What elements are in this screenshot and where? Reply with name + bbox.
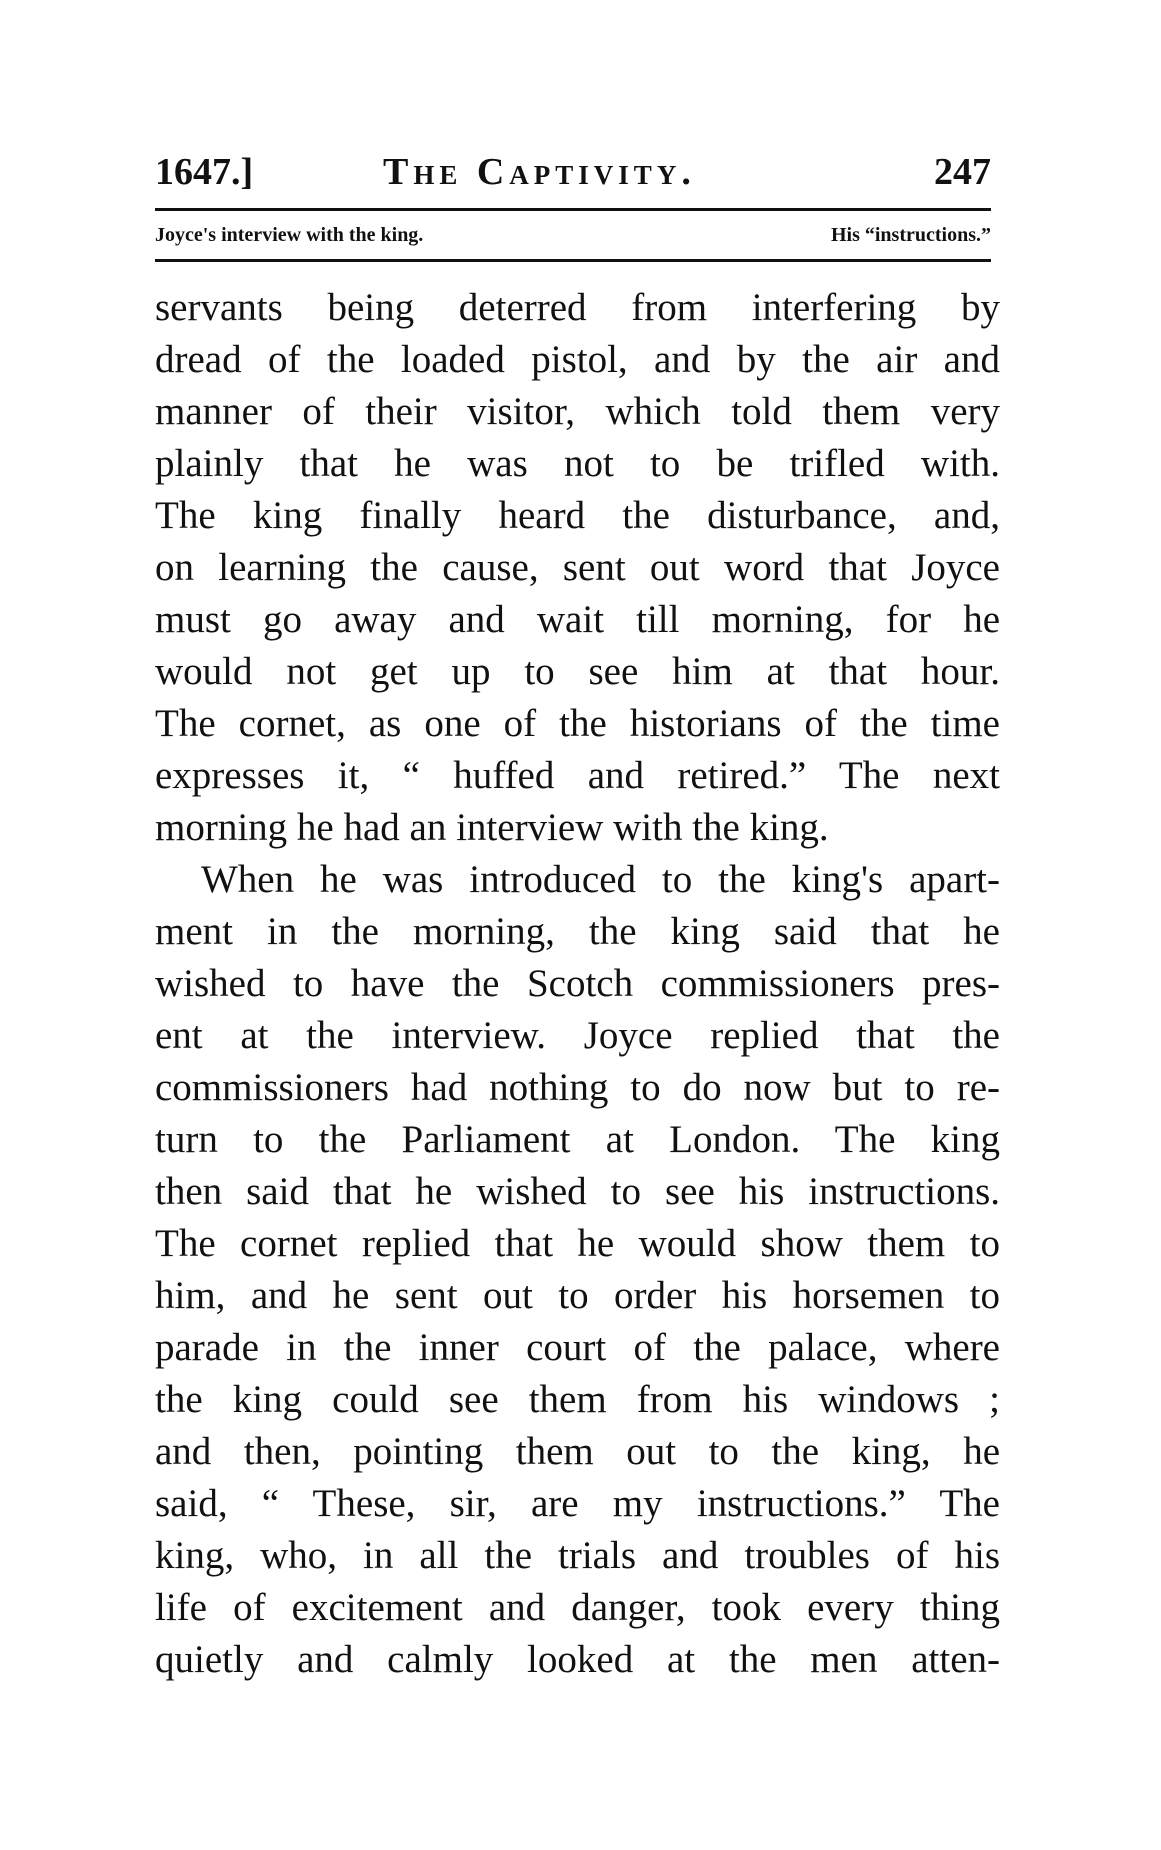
text-line: servants being deterred from interfering by [155, 286, 1000, 329]
running-title: The Captivity. [383, 151, 696, 193]
text-line: ent at the interview. Joyce replied that the [155, 1014, 1000, 1057]
text-line: wished to have the Scotch commissioners pres- [155, 962, 1000, 1005]
text-line: life of excitement and danger, took every thing [155, 1586, 1000, 1629]
subheader [155, 218, 991, 252]
text-line: and then, pointing them out to the king, he [155, 1430, 1000, 1473]
header-rule-top [155, 208, 991, 211]
body-text [155, 282, 1000, 1686]
text-line: parade in the inner court of the palace, where [155, 1326, 1000, 1369]
text-line: then said that he wished to see his instructions. [155, 1170, 1000, 1213]
subheader-right: His “instructions.” [830, 224, 991, 246]
header-year: 1647.] [155, 151, 254, 193]
text-line: expresses it, “ huffed and retired.” The next [155, 754, 1000, 797]
subheader-left: Joyce's interview with the king. [155, 224, 424, 246]
text-line: king, who, in all the trials and troubles of his [155, 1534, 1000, 1577]
text-line: him, and he sent out to order his horsemen to [155, 1274, 1000, 1317]
text-line: quietly and calmly looked at the men atten- [155, 1638, 1000, 1681]
text-line: morning he had an interview with the king. [155, 806, 829, 849]
text-line: commissioners had nothing to do now but to re- [155, 1066, 1000, 1109]
text-line: manner of their visitor, which told them very [155, 390, 1000, 433]
text-line: The king finally heard the disturbance, and, [155, 494, 1000, 537]
text-line: the king could see them from his windows ; [155, 1378, 1000, 1421]
text-line: The cornet, as one of the historians of the time [155, 702, 1000, 745]
text-line: said, “ These, sir, are my instructions.” The [155, 1482, 1000, 1525]
text-line: turn to the Parliament at London. The king [155, 1118, 1000, 1161]
text-line: ment in the morning, the king said that he [155, 910, 1000, 953]
text-line: must go away and wait till morning, for he [155, 598, 1000, 641]
header-rule-bottom [155, 259, 991, 262]
text-line: on learning the cause, sent out word that Joyce [155, 546, 1000, 589]
text-line: When he was introduced to the king's apart- [201, 858, 1000, 901]
text-line: plainly that he was not to be trifled with. [155, 442, 1000, 485]
page-number: 247 [934, 151, 991, 193]
paragraph [155, 854, 1000, 1686]
text-line: The cornet replied that he would show them to [155, 1222, 1000, 1265]
text-line: dread of the loaded pistol, and by the air and [155, 338, 1000, 381]
paragraph [155, 282, 1000, 854]
running-header [155, 148, 991, 204]
text-line: would not get up to see him at that hour. [155, 650, 1000, 693]
